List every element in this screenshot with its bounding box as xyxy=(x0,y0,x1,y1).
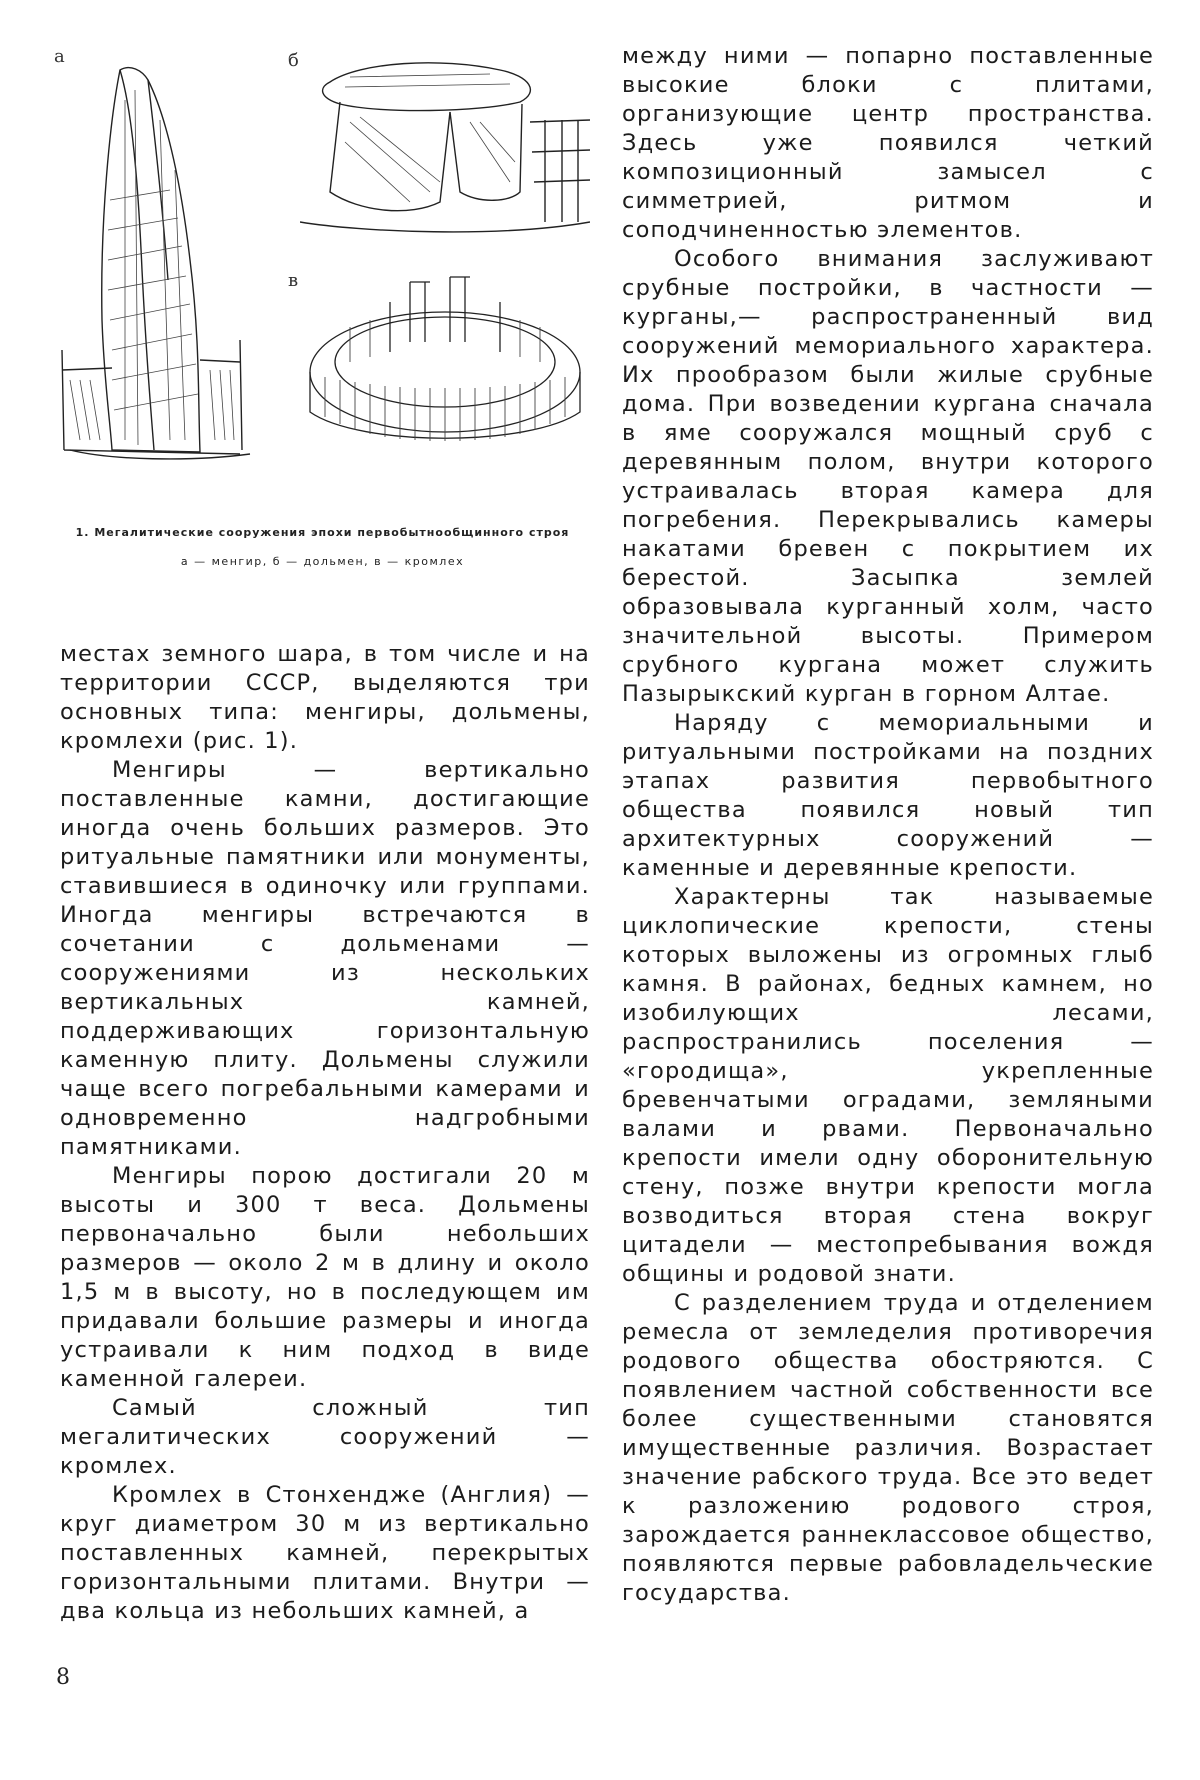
paragraph: Кромлех в Стонхендже (Англия) — круг диаметром 30 м из вертикально поставленных камней, перекрытых горизонтальными плитами. Внутри — два кольца из небольших камней, а xyxy=(60,1482,590,1624)
paragraph: между ними — попарно поставленные высокие блоки с плитами, организующие центр пространства. Здесь уже появился четкий композиционный замысел с симметрией, ритмом и соподчиненностью элементов. xyxy=(622,43,1154,243)
paragraph: Самый сложный тип мегалитических сооружений — кромлех. xyxy=(60,1395,590,1479)
paragraph: Наряду с мемориальными и ритуальными постройками на поздних этапах развития первобытного общества появился новый тип архитектурных сооружений — каменные и деревянные крепости. xyxy=(622,710,1154,881)
figure-caption xyxy=(55,525,590,568)
paragraph: Менгиры порою достигали 20 м высоты и 300 т веса. Дольмены первоначально были небольших размеров — около 2 м в длину и около 1,5 м в высоту, но в последующем им придавали большие размеры и иногда устраивали к ним подход в виде каменной галереи. xyxy=(60,1163,590,1392)
dolmen-illustration xyxy=(300,42,590,242)
paragraph: местах земного шара, в том числе и на территории СССР, выделяются три основных типа: менгиры, дольмены, кромлехи (рис. 1). xyxy=(60,641,590,754)
figure-1 xyxy=(50,40,590,540)
figure-letter-a: а xyxy=(54,46,65,67)
cromlech-illustration xyxy=(300,262,590,462)
paragraph: Особого внимания заслуживают срубные постройки, в частности — курганы,— распространенный вид сооружений мемориального характера. Их прообразом были жилые срубные дома. При возведении кургана сначала в яме сооружался мощный сруб с деревянным полом, внутри которого устраивалась вторая камера для погребения. Перекрывались камеры накатами бревен с покрытием их берестой. Засыпка землей образовывала курганный холм, часто значительной высоты. Примером срубного кургана может служить Пазырыкский курган в горном Алтае. xyxy=(622,246,1154,707)
menhir-illustration xyxy=(50,40,290,510)
paragraph: Менгиры — вертикально поставленные камни, достигающие иногда очень больших размеров. Это ритуальные памятники или монументы, ставившиеся в одиночку или группами. Иногда менгиры встречаются в сочетании с дольменами — сооружениями из нескольких вертикальных камней, поддерживающих горизонтальную каменную плиту. Дольмены служили чаще всего погребальными камерами и одновременно надгробными памятниками. xyxy=(60,757,590,1160)
figure-letter-c: в xyxy=(288,270,299,291)
left-text-column xyxy=(60,640,590,1626)
paragraph: Характерны так называемые циклопические крепости, стены которых выложены из огромных глыб камня. В районах, бедных камнем, но изобилующих лесами, распространились поселения — «городища», укрепленные бревенчатыми оградами, земляными валами и рвами. Первоначально крепости имели одну оборонительную стену, позже внутри крепости могла возводиться вторая стена вокруг цитадели — местопребывания вождя общины и родовой знати. xyxy=(622,884,1154,1287)
figure-caption-title: 1. Мегалитические сооружения эпохи первобытнообщинного строя xyxy=(75,526,570,539)
figure-letter-b: б xyxy=(288,50,299,71)
figure-caption-legend: а — менгир, б — дольмен, в — кромлех xyxy=(180,555,465,568)
right-text-column xyxy=(622,42,1154,1608)
page-number: 8 xyxy=(56,1665,70,1690)
paragraph: С разделением труда и отделением ремесла от земледелия противоречия родового общества обостряются. С появлением частной собственности все более существенными становятся имущественные различия. Возрастает значение рабского труда. Все это ведет к разложению родового строя, зарождается раннеклассовое общество, появляются первые рабовладельческие государства. xyxy=(622,1290,1154,1606)
